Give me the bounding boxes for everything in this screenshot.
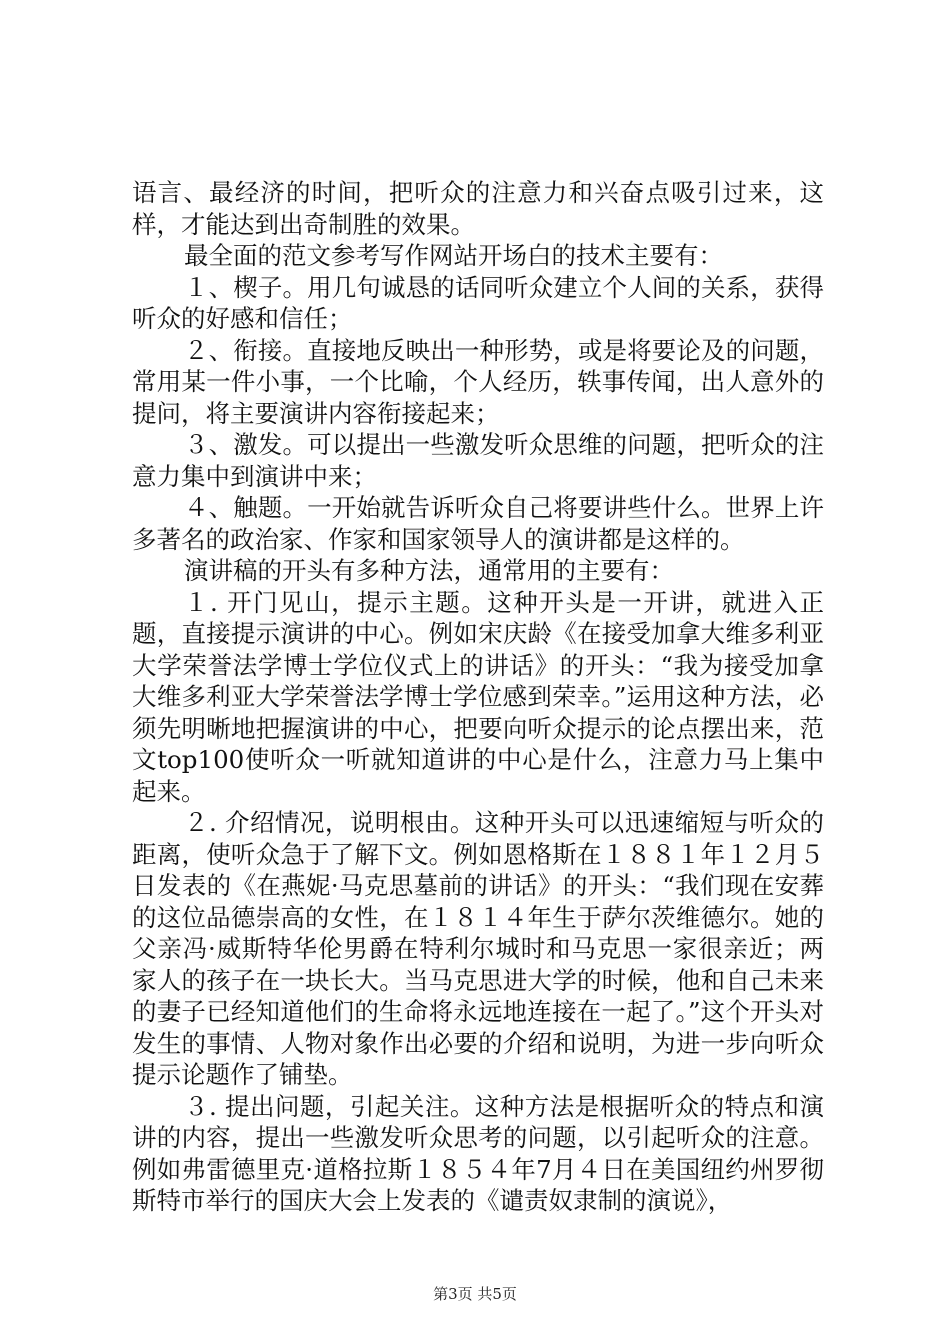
document-body — [132, 177, 824, 1217]
paragraph-technique-3: ３、激发。可以提出一些激发听众思维的问题，把听众的注意力集中到演讲中来； — [132, 430, 824, 491]
paragraph-technique-2: ２、衔接。直接地反映出一种形势，或是将要论及的问题，常用某一件小事，一个比喻，个人经历，轶事传闻，出人意外的提问，将主要演讲内容衔接起来； — [132, 335, 824, 428]
paragraph-technique-1: １、楔子。用几句诚恳的话同听众建立个人间的关系，获得听众的好感和信任； — [132, 272, 824, 333]
paragraph-method-1: １. 开门见山，提示主题。这种开头是一开讲，就进入正题，直接提示演讲的中心。例如宋庆龄《在接受加拿大维多利亚大学荣誉法学博士学位仪式上的讲话》的开头：“我为接受加拿大维多利亚大学荣誉法学博士学位感到荣幸。”运用这种方法，必须先明晰地把握演讲的中心，把要向听众提示的论点摆出来，范文top100使听众一听就知道讲的中心是什么，注意力马上集中起来。 — [132, 587, 824, 806]
paragraph-method-3: ３. 提出问题，引起关注。这种方法是根据听众的特点和演讲的内容，提出一些激发听众思考的问题，以引起听众的注意。例如弗雷德里克·道格拉斯１８５４年7月４日在美国纽约州罗彻斯特市举行的国庆大会上发表的《谴责奴隶制的演说》， — [132, 1091, 824, 1215]
paragraph-technique-4: ４、触题。一开始就告诉听众自己将要讲些什么。世界上许多著名的政治家、作家和国家领导人的演讲都是这样的。 — [132, 493, 824, 554]
page-number-footer: 第3页 共5页 — [433, 1285, 517, 1303]
paragraph-opening-techniques-intro: 最全面的范文参考写作网站开场白的技术主要有： — [184, 241, 723, 270]
paragraph-methods-intro: 演讲稿的开头有多种方法，通常用的主要有： — [184, 556, 674, 585]
paragraph-method-2: ２. 介绍情况，说明根由。这种开头可以迅速缩短与听众的距离，使听众急于了解下文。例如恩格斯在１８８１年１２月５日发表的《在燕妮·马克思墓前的讲话》的开头：“我们现在安葬的这位品德崇高的女性，在１８１４年生于萨尔茨维德尔。她的父亲冯·威斯特华伦男爵在特利尔城时和马克思一家很亲近；两家人的孩子在一块长大。当马克思进大学的时候，他和自己未来的妻子已经知道他们的生命将永远地连接在一起了。”这个开头对发生的事情、人物对象作出必要的介绍和说明，为进一步向听众提示论题作了铺垫。 — [132, 808, 824, 1089]
paragraph-continuation: 语言、最经济的时间，把听众的注意力和兴奋点吸引过来，这样，才能达到出奇制胜的效果。 — [132, 178, 824, 239]
